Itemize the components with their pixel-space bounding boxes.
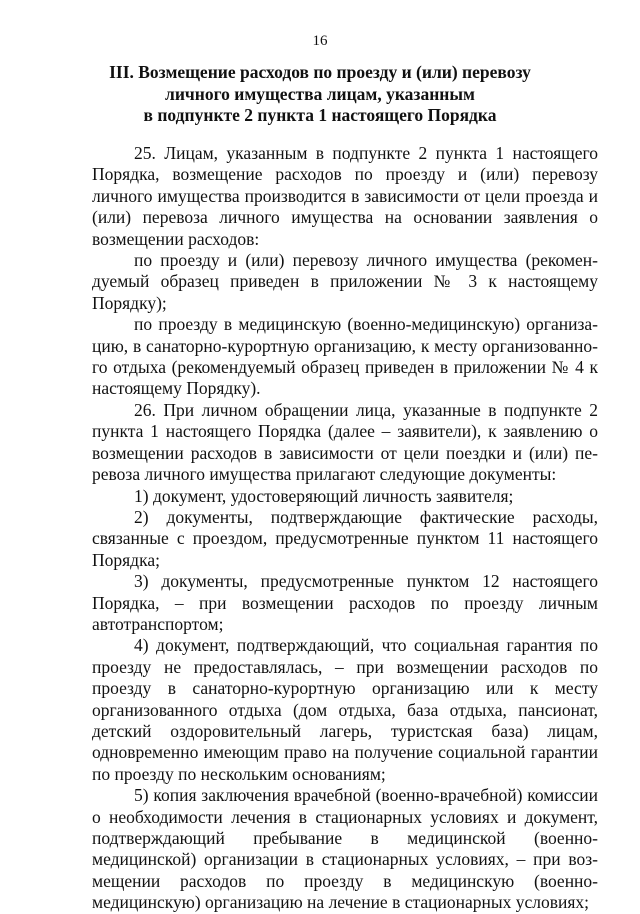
list-item-2: 2) документы, подтверждающие фактические расходы, связанные с проездом, предусмотренные пунктом 11 настоящего Порядка; (92, 506, 598, 570)
paragraph-25: 25. Лицам, указанным в подпункте 2 пункта 1 настоящего Порядка, возмещение расходов по проезду и (или) перевозу личного имущества производится в зависимости от цели проезда и (или) перевоза личного имущества на основании заявления о возмещении расходов: (92, 143, 598, 249)
list-item-3: 3) документы, предусмотренные пунктом 12 настоящего Порядка, – при возмещении расходов по проезду личным автотранспортом; (92, 571, 598, 634)
paragraph-26: 26. При личном обращении лица, указанные в подпункте 2 пункта 1 настоящего Порядка (далее – заявители), к заявлению о возмещении расходов в зависимости от цели поездки и (или) перевоза личного имущества прилагают следующие документы: (92, 399, 598, 485)
page-number: 16 (312, 33, 328, 49)
paragraph-25-item-medical-travel: по проезду в медицинскую (военно-медицинскую) организацию, в санаторно-курортную организацию, к месту организованного отдыха (рекомендуемый образец приведен в приложении № 4 к настоящему Порядку). (92, 314, 598, 399)
section-title-line: личного имущества лицам, указанным (165, 83, 475, 104)
paragraph-25-item-property-transport: по проезду и (или) перевозу личного имущества (рекомендуемый образец приведен в приложении № 3 к настоящему Порядку); (92, 250, 598, 313)
document-body (92, 143, 598, 914)
section-title-line: в подпункте 2 пункта 1 настоящего Порядка (143, 105, 497, 125)
section-title-line: III. Возмещение расходов по проезду и (или) перевозу (109, 62, 531, 82)
list-item-5: 5) копия заключения врачебной (военно-врачебной) комиссии о необходимости лечения в стационарных условиях и документ, подтверждающий пребывание в медицинской (военно-медицинской) организации в стационарных условиях, – при возмещении расходов по проезду в медицинскую (военно-медицинскую) организацию на лечение в стационарных условиях; (92, 785, 598, 913)
list-item-4: 4) документ, подтверждающий, что социальная гарантия по проезду не предоставлялась, – при возмещении расходов по проезду в санаторно-курортную организацию или к месту организованного отдыха (дом отдыха, база отдыха, пансионат, детский оздоровительный лагерь, туристская база) лицам, одновременно имеющим право на получение социальной гарантии по проезду по нескольким основаниям; (92, 635, 598, 784)
section-title (92, 62, 548, 127)
list-item-1: 1) документ, удостоверяющий личность заявителя; (134, 485, 514, 506)
